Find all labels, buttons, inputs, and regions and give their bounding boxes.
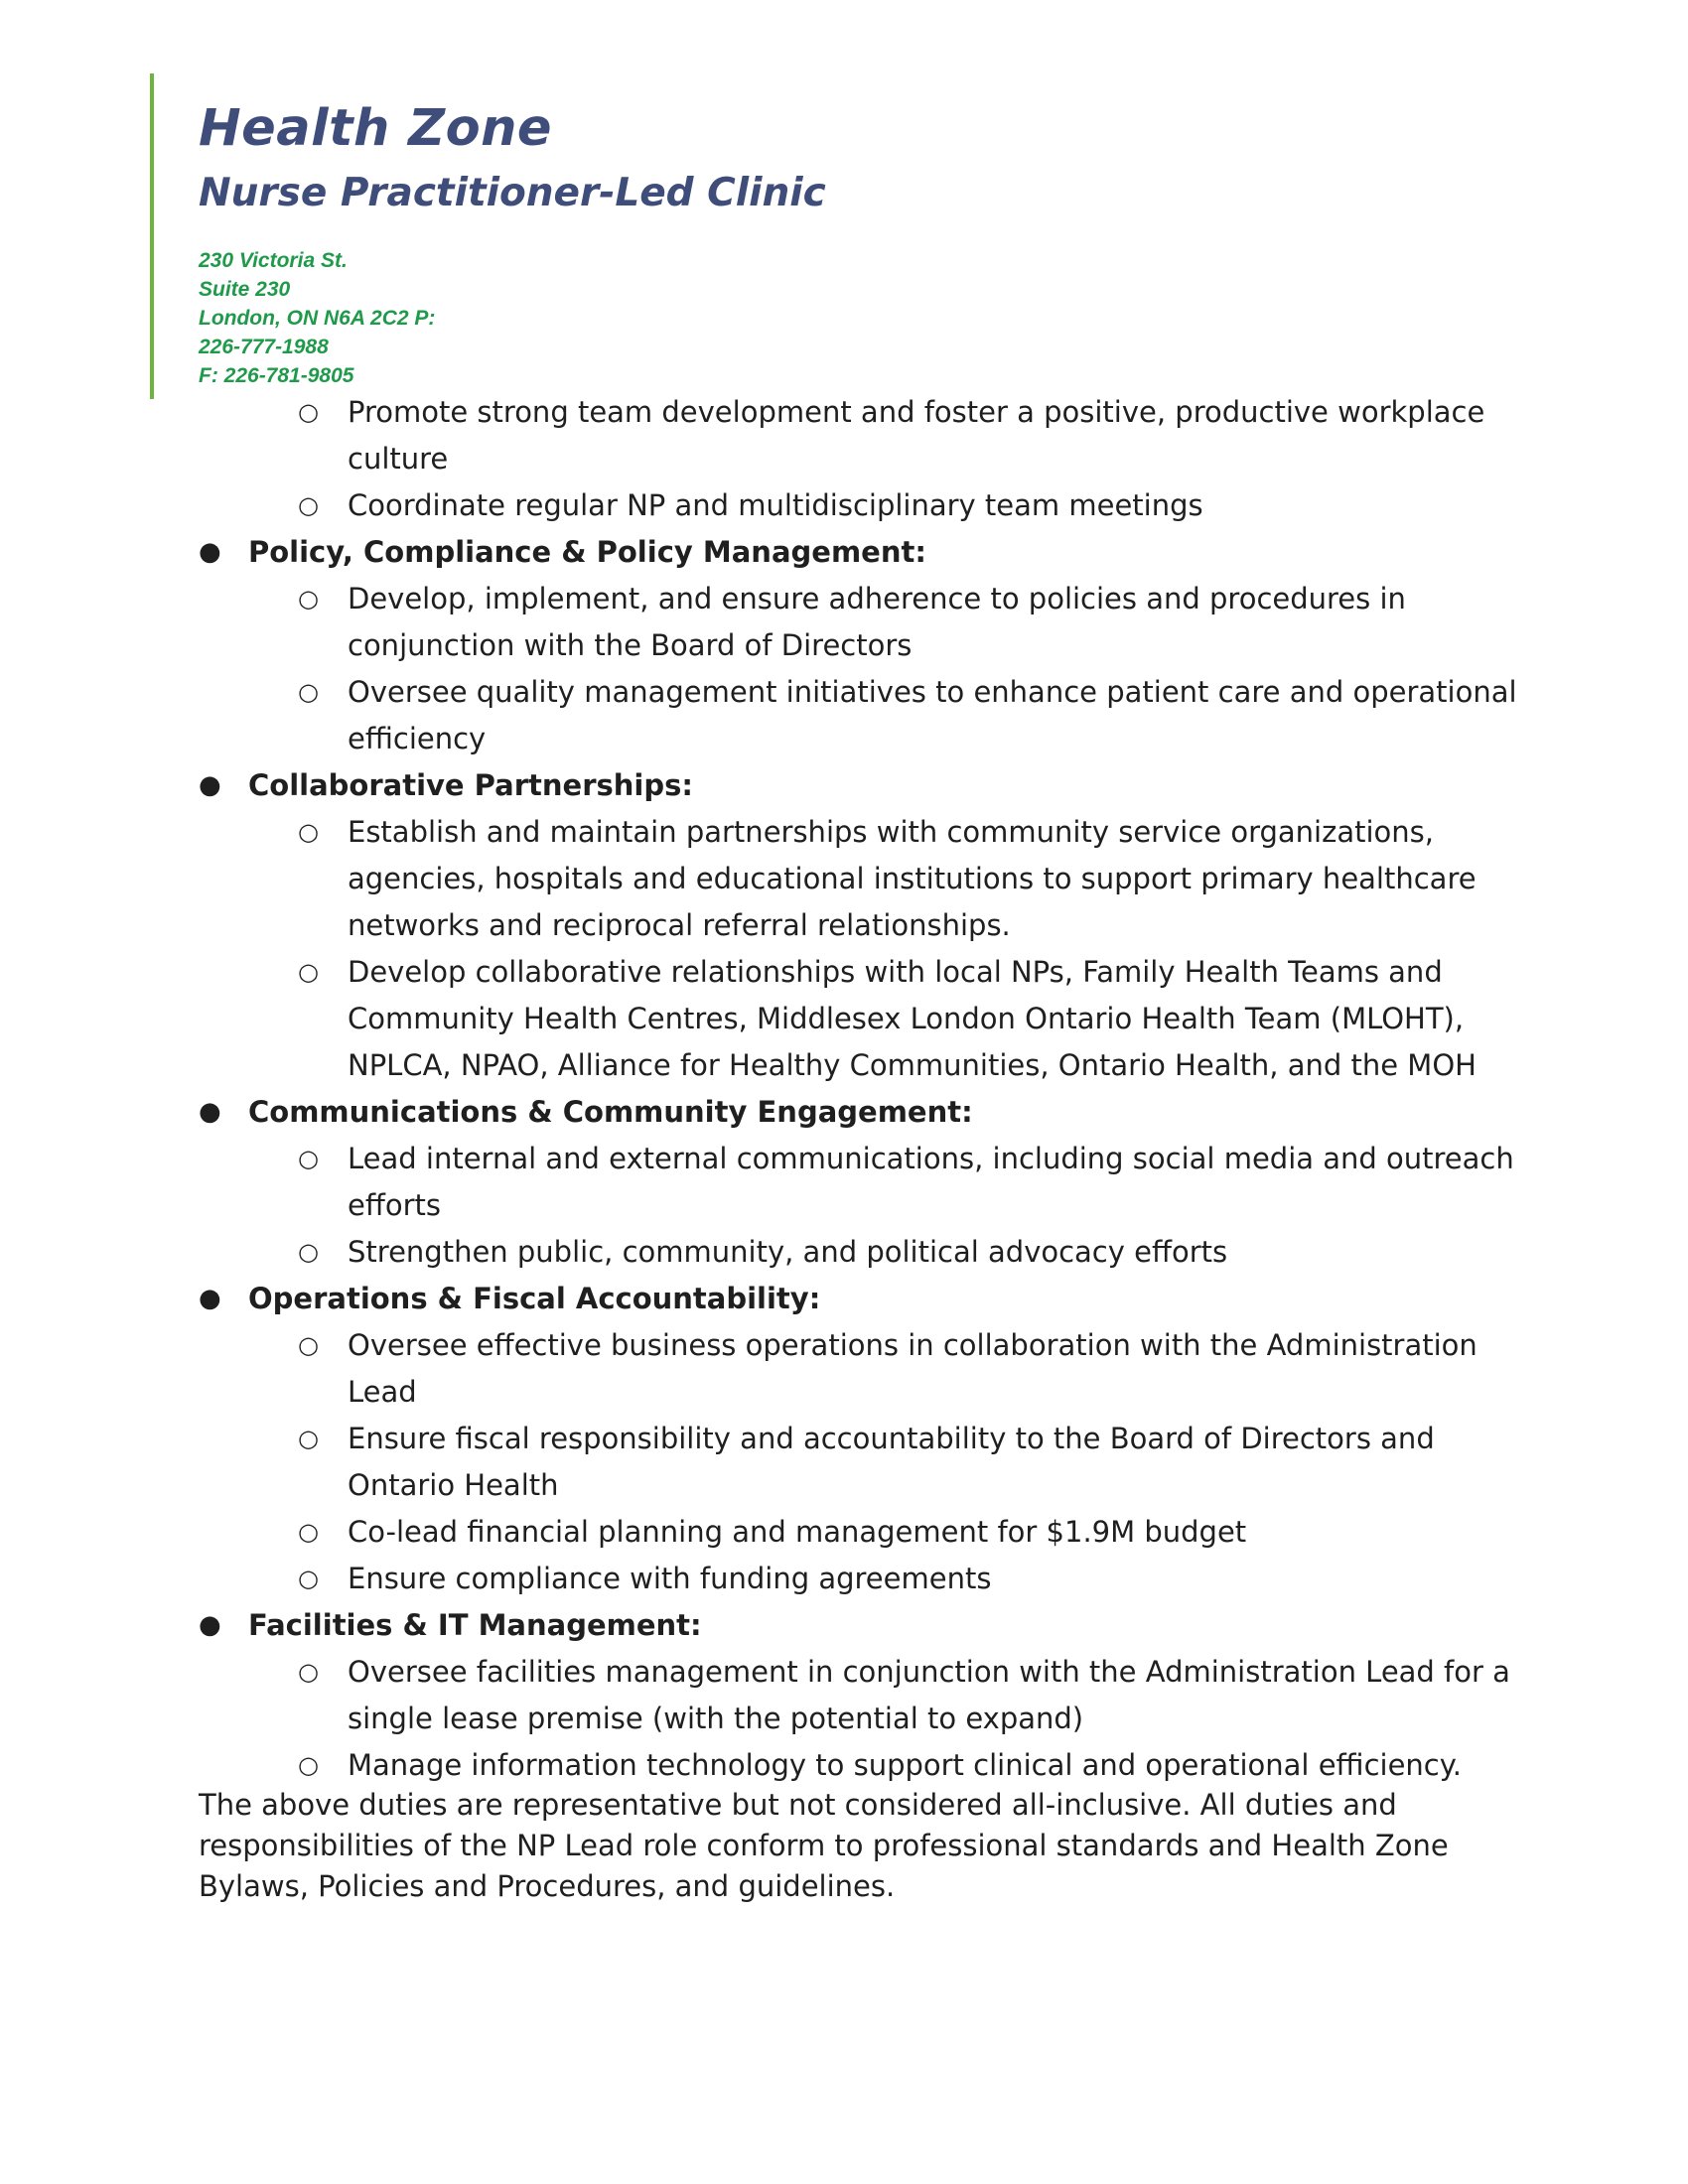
circle-bullet-icon: ○	[298, 491, 319, 519]
circle-bullet-icon: ○	[298, 1145, 319, 1172]
bullet-icon: ●	[199, 537, 221, 567]
address-line: 226-777-1988	[199, 336, 329, 358]
sub-item: ○ Strengthen public, community, and political advocacy efforts	[199, 1229, 1529, 1276]
bullet-icon: ●	[199, 1284, 221, 1313]
bullet-icon: ●	[199, 1097, 221, 1127]
section-heading: ● Communications & Community Engagement:	[199, 1089, 1529, 1136]
circle-bullet-icon: ○	[298, 818, 319, 846]
section-heading: ● Facilities & IT Management:	[199, 1602, 1529, 1649]
address-line: 230 Victoria St.	[199, 249, 348, 272]
address-line: F: 226-781-9805	[199, 364, 354, 387]
address-line: London, ON N6A 2C2 P:	[199, 307, 436, 330]
clinic-name: Health Zone	[199, 99, 553, 158]
circle-bullet-icon: ○	[298, 585, 319, 613]
sub-item: ○ Oversee quality management initiatives to enhance patient care and operational efficiency	[199, 669, 1529, 762]
bullet-icon: ●	[199, 1610, 221, 1640]
sub-item: ○ Ensure compliance with funding agreements	[199, 1556, 1529, 1602]
section-heading: ● Collaborative Partnerships:	[199, 762, 1529, 809]
sub-item: ○ Coordinate regular NP and multidisciplinary team meetings	[199, 482, 1529, 529]
sub-item: ○ Establish and maintain partnerships with community service organizations, agencies, hospitals and educational institutions to support primary healthcare networks and reciprocal referral relationships.	[199, 809, 1529, 949]
circle-bullet-icon: ○	[298, 1425, 319, 1452]
sub-item: ○ Co-lead financial planning and management for $1.9M budget	[199, 1509, 1529, 1556]
address-line: Suite 230	[199, 278, 291, 301]
circle-bullet-icon: ○	[298, 1565, 319, 1592]
circle-bullet-icon: ○	[298, 1658, 319, 1686]
sub-item: ○ Ensure fiscal responsibility and accountability to the Board of Directors and Ontario Health	[199, 1416, 1529, 1509]
circle-bullet-icon: ○	[298, 1518, 319, 1546]
sub-item: ○ Develop, implement, and ensure adherence to policies and procedures in conjunction with the Board of Directors	[199, 576, 1529, 669]
closing-paragraph: The above duties are representative but not considered all-inclusive. All duties and responsibilities of the NP Lead role conform to professional standards and Health Zone Bylaws, Policies and Procedures, and guidelines.	[199, 1788, 1449, 1903]
bullet-icon: ●	[199, 770, 221, 800]
sub-item: ○ Manage information technology to support clinical and operational efficiency.	[199, 1742, 1529, 1789]
clinic-address	[199, 246, 435, 390]
clinic-subtitle: Nurse Practitioner-Led Clinic	[199, 171, 826, 215]
circle-bullet-icon: ○	[298, 958, 319, 986]
circle-bullet-icon: ○	[298, 678, 319, 706]
sub-item: ○ Oversee effective business operations in collaboration with the Administration Lead	[199, 1322, 1529, 1416]
letterhead-accent-bar	[150, 73, 154, 399]
circle-bullet-icon: ○	[298, 1751, 319, 1779]
section-heading: ● Policy, Compliance & Policy Management:	[199, 529, 1529, 576]
sub-item: ○ Oversee facilities management in conjunction with the Administration Lead for a single lease premise (with the potential to expand)	[199, 1649, 1529, 1742]
circle-bullet-icon: ○	[298, 398, 319, 426]
sub-item: ○ Lead internal and external communications, including social media and outreach efforts	[199, 1136, 1529, 1229]
section-heading: ● Operations & Fiscal Accountability:	[199, 1276, 1529, 1322]
circle-bullet-icon: ○	[298, 1331, 319, 1359]
sub-item: ○ Develop collaborative relationships with local NPs, Family Health Teams and Community Health Centres, Middlesex London Ontario Health Team (MLOHT), NPLCA, NPAO, Alliance for Healthy Communities, Ontario Health, and the MOH	[199, 949, 1529, 1089]
duties-list	[199, 389, 1529, 1789]
circle-bullet-icon: ○	[298, 1238, 319, 1266]
sub-item: ○ Promote strong team development and foster a positive, productive workplace culture	[199, 389, 1529, 482]
